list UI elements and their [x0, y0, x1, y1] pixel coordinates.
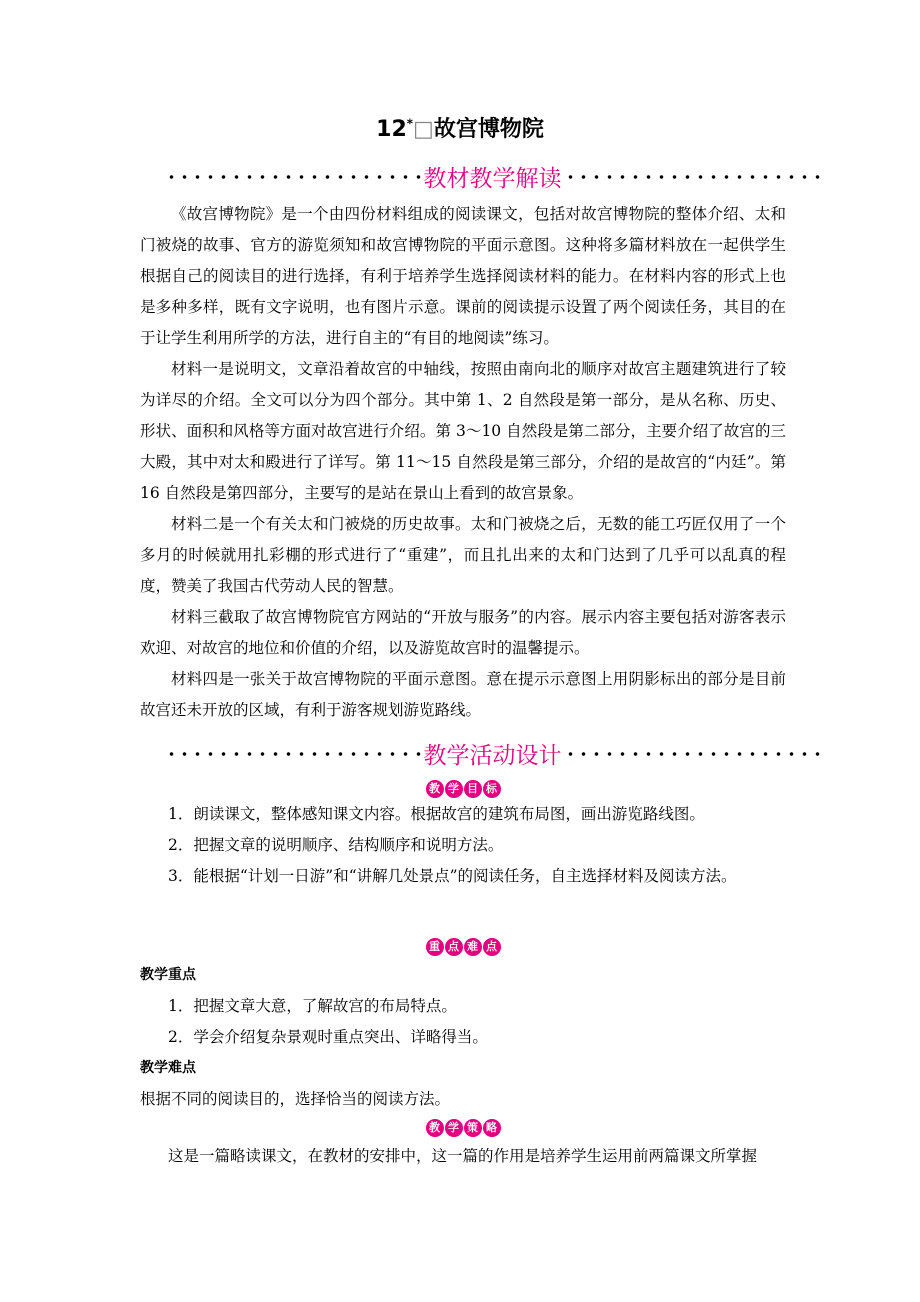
badge-char: 策 [464, 1119, 482, 1137]
paragraph: 材料四是一张关于故宫博物院的平面示意图。意在提示示意图上用阴影标出的部分是目前故宫还未开放的区域，有利于游客规划游览路线。 [140, 670, 786, 719]
badge-teaching-goals [140, 780, 786, 798]
badge-strategy [140, 1119, 786, 1137]
goal-item: 2．把握文章的说明顺序、结构顺序和说明方法。 [168, 836, 504, 854]
badge-char: 点 [483, 938, 501, 956]
section2-body [140, 776, 786, 1172]
section-banner-1 [165, 160, 820, 193]
lesson-number: 12 [376, 117, 407, 142]
strategy-text: 这是一篇略读课文，在教材的安排中，这一篇的作用是培养学生运用前两篇课文所掌握 [168, 1147, 758, 1165]
star-mark: * [406, 116, 414, 131]
dot-divider [564, 172, 821, 182]
badge-char: 学 [445, 780, 463, 798]
badge-char: 教 [426, 1119, 444, 1137]
badge-char: 点 [445, 938, 463, 956]
badge-char: 重 [426, 938, 444, 956]
difficult-point: 根据不同的阅读目的，选择恰当的阅读方法。 [140, 1090, 451, 1108]
badge-key-difficult [140, 938, 786, 956]
goal-item: 1．朗读课文，整体感知课文内容。根据故宫的建筑布局图，画出游览路线图。 [168, 805, 705, 823]
badge-char: 教 [426, 780, 444, 798]
section-heading: 教学活动设计 [423, 743, 562, 769]
key-point: 2．学会介绍复杂景观时重点突出、详略得当。 [168, 1028, 488, 1046]
badge-char: 目 [464, 780, 482, 798]
goal-item: 3．能根据“计划一日游”和“讲解几处景点”的阅读任务，自主选择材料及阅读方法。 [168, 867, 737, 885]
paragraph: 《故宫博物院》是一个由四份材料组成的阅读课文，包括对故宫博物院的整体介绍、太和门被烧的故事、官方的游览须知和故宫博物院的平面示意图。这种将多篇材料放在一起供学生根据自己的阅读目的进行选择，有利于培养学生选择阅读材料的能力。在材料内容的形式上也是多种多样，既有文字说明，也有图片示意。课前的阅读提示设置了两个阅读任务，其目的在于让学生利用所学的方法，进行自主的“有目的地阅读”练习。 [140, 205, 786, 347]
badge-char: 略 [483, 1119, 501, 1137]
badge-char: 难 [464, 938, 482, 956]
section-heading: 教材教学解读 [423, 166, 562, 192]
subheading-key-points: 教学重点 [140, 967, 196, 983]
key-point: 1．把握文章大意，了解故宫的布局特点。 [168, 997, 457, 1015]
title-text: 故宫博物院 [433, 117, 544, 142]
dot-divider [165, 172, 422, 182]
section-banner-2 [165, 737, 820, 770]
dot-divider [165, 749, 422, 759]
paragraph: 材料二是一个有关太和门被烧的历史故事。太和门被烧之后，无数的能工巧匠仅用了一个多月的时候就用扎彩棚的形式进行了“重建”，而且扎出来的太和门达到了几乎可以乱真的程度，赞美了我国古代劳动人民的智慧。 [140, 515, 786, 595]
section1-body [140, 199, 786, 726]
paragraph: 材料一是说明文，文章沿着故宫的中轴线，按照由南向北的顺序对故宫主题建筑进行了较为详尽的介绍。全文可以分为四个部分。其中第 1、2 自然段是第一部分，是从名称、历史、形状、面积和风格等方面对故宫进行介绍。第 3～10 自然段是第二部分，主要介绍了故宫的三大殿，其中对太和殿进行了详写。第 11～15 自然段是第三部分，介绍的是故宫的“内廷”。第 16 自然段是第四部分，主要写的是站在景山上看到的故宫景象。 [140, 360, 786, 502]
badge-char: 标 [483, 780, 501, 798]
subheading-difficult-points: 教学难点 [140, 1060, 196, 1076]
dot-divider [564, 749, 821, 759]
badge-char: 学 [445, 1119, 463, 1137]
box-glyph: □ [413, 117, 434, 142]
paragraph: 材料三截取了故宫博物院官方网站的“开放与服务”的内容。展示内容主要包括对游客表示欢迎、对故宫的地位和价值的介绍，以及游览故宫时的温馨提示。 [140, 608, 786, 657]
page-title [0, 112, 920, 143]
